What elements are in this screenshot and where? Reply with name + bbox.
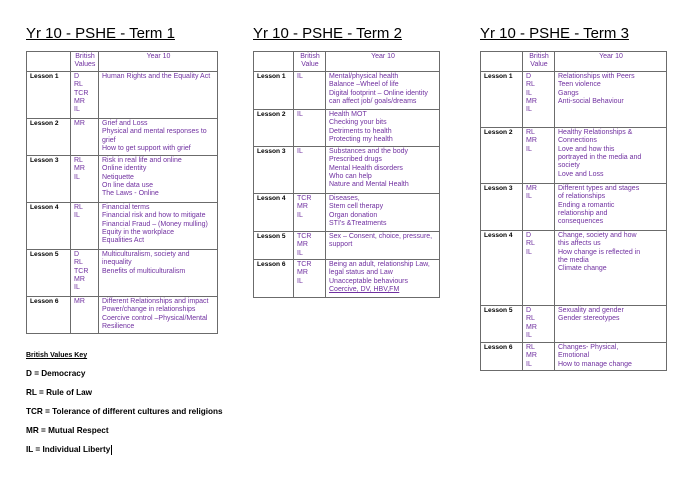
value-code: IL bbox=[297, 277, 303, 285]
lesson-label: Lesson 4 bbox=[481, 230, 523, 305]
value-code: IL bbox=[526, 106, 532, 114]
topic-line: Grief and Loss bbox=[102, 119, 148, 127]
value-code: MR bbox=[74, 165, 85, 173]
topics-cell bbox=[555, 127, 667, 183]
lesson-row bbox=[481, 305, 667, 342]
topics-cell bbox=[99, 249, 218, 296]
value-code: IL bbox=[526, 360, 532, 368]
topic-line: Nature and Mental Health bbox=[329, 181, 409, 189]
value-code: D bbox=[526, 306, 532, 314]
topic-line: Relationships with Peers bbox=[558, 72, 635, 80]
topic-line: Different types and stages bbox=[558, 184, 640, 192]
term-2-title: Yr 10 - PSHE - Term 2 bbox=[253, 25, 402, 42]
topic-line: Financial terms bbox=[102, 203, 150, 211]
topic-line: Change, society and how bbox=[558, 231, 637, 239]
topics-cell bbox=[555, 305, 667, 342]
topic-line: Mental/physical health bbox=[329, 72, 399, 80]
lesson-label: Lesson 4 bbox=[27, 202, 71, 249]
term-1-title: Yr 10 - PSHE - Term 1 bbox=[26, 25, 175, 42]
topic-line: relationship and bbox=[558, 210, 608, 218]
year-header: Year 10 bbox=[99, 52, 218, 72]
british-values-cell bbox=[523, 230, 555, 305]
topic-line: Organ donation bbox=[329, 211, 378, 219]
value-code: IL bbox=[526, 193, 532, 201]
lesson-row bbox=[254, 260, 440, 298]
topic-line: Sexuality and gender bbox=[558, 306, 624, 314]
value-code: RL bbox=[74, 156, 83, 164]
term-2-header-row bbox=[254, 52, 440, 72]
british-value-header: British Value bbox=[523, 52, 555, 72]
value-code: TCR bbox=[297, 261, 312, 269]
value-code: TCR bbox=[74, 267, 89, 275]
lesson-label: Lesson 3 bbox=[254, 146, 294, 193]
topic-line: portrayed in the media and bbox=[558, 154, 642, 162]
topic-line: Substances and the body bbox=[329, 147, 409, 155]
value-code: IL bbox=[297, 211, 303, 219]
topic-line: Healthy Relationships & bbox=[558, 128, 633, 136]
topic-line: Different Relationships and impact bbox=[102, 297, 209, 305]
british-values-cell bbox=[71, 202, 99, 249]
british-values-cell bbox=[71, 71, 99, 118]
lesson-row bbox=[481, 342, 667, 370]
british-values-cell bbox=[294, 193, 326, 231]
value-code: MR bbox=[526, 184, 537, 192]
value-code: TCR bbox=[297, 194, 312, 202]
lesson-row bbox=[254, 71, 440, 109]
topic-line: the media bbox=[558, 257, 589, 265]
topic-line: Changes- Physical, bbox=[558, 343, 619, 351]
value-code: RL bbox=[526, 240, 535, 248]
topic-line: of relationships bbox=[558, 193, 606, 201]
topic-line: this affects us bbox=[558, 240, 601, 248]
key-title: British Values Key bbox=[26, 352, 88, 359]
lesson-row bbox=[481, 183, 667, 230]
topic-line: consequences bbox=[558, 218, 604, 226]
value-code: IL bbox=[74, 284, 80, 292]
topic-line: Prescribed drugs bbox=[329, 156, 382, 164]
lesson-label: Lesson 4 bbox=[254, 193, 294, 231]
topic-line: Climate change bbox=[558, 265, 607, 273]
british-values-cell bbox=[523, 71, 555, 127]
value-code: MR bbox=[297, 203, 308, 211]
lesson-row bbox=[254, 231, 440, 259]
topic-line: Anti-social Behaviour bbox=[558, 98, 624, 106]
key-item-individual-liberty-text: IL = Individual Liberty bbox=[26, 445, 111, 455]
topics-cell bbox=[555, 71, 667, 127]
topic-line: inequality bbox=[102, 259, 132, 267]
value-code: RL bbox=[74, 81, 83, 89]
topic-line: Mental Health disorders bbox=[329, 164, 403, 172]
lesson-label: Lesson 6 bbox=[27, 296, 71, 333]
topic-line: Checking your bits bbox=[329, 119, 387, 127]
value-code: D bbox=[526, 72, 532, 80]
term-1-header-row bbox=[27, 52, 218, 72]
british-values-cell bbox=[523, 127, 555, 183]
term-3-table bbox=[480, 51, 667, 371]
topic-line: Connections bbox=[558, 137, 597, 145]
british-values-cell bbox=[523, 342, 555, 370]
topics-cell bbox=[555, 230, 667, 305]
lesson-label: Lesson 1 bbox=[27, 71, 71, 118]
topics-cell bbox=[555, 183, 667, 230]
british-values-cell bbox=[71, 249, 99, 296]
value-code: D bbox=[74, 250, 80, 258]
topics-cell bbox=[99, 155, 218, 202]
value-code: RL bbox=[74, 203, 83, 211]
value-code: IL bbox=[74, 173, 80, 181]
lesson-label: Lesson 5 bbox=[27, 249, 71, 296]
value-code: IL bbox=[297, 147, 303, 155]
topics-cell bbox=[326, 71, 440, 109]
lesson-row bbox=[481, 127, 667, 183]
value-code: IL bbox=[74, 106, 80, 114]
lesson-label: Lesson 5 bbox=[254, 231, 294, 259]
key-item-rule-of-law: RL = Rule of Law bbox=[26, 388, 93, 397]
value-code: MR bbox=[74, 119, 85, 127]
value-code: IL bbox=[526, 332, 532, 340]
value-code: IL bbox=[74, 212, 80, 220]
lesson-row bbox=[27, 118, 218, 155]
topic-line: Financial risk and how to mitigate bbox=[102, 212, 206, 220]
british-values-header: British Values bbox=[71, 52, 99, 72]
topic-line: Gender stereotypes bbox=[558, 315, 620, 323]
value-code: MR bbox=[297, 241, 308, 249]
value-code: D bbox=[74, 72, 80, 80]
topic-line: Love and how this bbox=[558, 145, 615, 153]
value-code: TCR bbox=[297, 232, 312, 240]
topic-line: Equity in the workplace bbox=[102, 229, 174, 237]
topics-cell bbox=[555, 342, 667, 370]
topic-line: How change is reflected in bbox=[558, 248, 641, 256]
topic-line: support bbox=[329, 241, 353, 249]
lesson-label: Lesson 2 bbox=[27, 118, 71, 155]
topic-line: Unacceptable behaviours bbox=[329, 277, 408, 285]
topic-line: Ending a romantic bbox=[558, 201, 615, 209]
topic-line: society bbox=[558, 162, 580, 170]
value-code: RL bbox=[526, 315, 535, 323]
value-code: MR bbox=[74, 276, 85, 284]
topics-cell bbox=[326, 260, 440, 298]
lesson-row bbox=[27, 296, 218, 333]
term-3-title: Yr 10 - PSHE - Term 3 bbox=[480, 25, 629, 42]
value-code: TCR bbox=[74, 89, 89, 97]
british-values-cell bbox=[294, 146, 326, 193]
british-values-cell bbox=[294, 231, 326, 259]
topic-line: Resilience bbox=[102, 323, 135, 331]
topic-line: Balance –Wheel of life bbox=[329, 81, 399, 89]
text-cursor bbox=[111, 445, 112, 455]
topic-line: Power/change in relationships bbox=[102, 306, 196, 314]
lesson-label: Lesson 2 bbox=[254, 109, 294, 146]
topic-line: How to manage change bbox=[558, 360, 632, 368]
topic-line: Love and Loss bbox=[558, 170, 604, 178]
blank-header bbox=[481, 52, 523, 72]
lesson-label: Lesson 3 bbox=[27, 155, 71, 202]
british-values-cell bbox=[294, 109, 326, 146]
year-header: Year 10 bbox=[555, 52, 667, 72]
value-code: IL bbox=[526, 248, 532, 256]
british-values-cell bbox=[294, 260, 326, 298]
british-values-cell bbox=[71, 155, 99, 202]
lesson-label: Lesson 5 bbox=[481, 305, 523, 342]
topic-line: Risk in real life and online bbox=[102, 156, 182, 164]
topic-line: On line data use bbox=[102, 182, 153, 190]
value-code: MR bbox=[297, 269, 308, 277]
lesson-row bbox=[481, 71, 667, 127]
topic-line: Stem cell therapy bbox=[329, 203, 384, 211]
british-values-cell bbox=[294, 71, 326, 109]
value-code: MR bbox=[526, 323, 537, 331]
value-code: IL bbox=[297, 249, 303, 257]
blank-header bbox=[254, 52, 294, 72]
topic-line: Financial Fraud – (Money mulling) bbox=[102, 220, 208, 228]
topic-line: Diseases, bbox=[329, 194, 360, 202]
lesson-row bbox=[254, 146, 440, 193]
value-code: IL bbox=[297, 110, 303, 118]
topic-line: Gangs bbox=[558, 89, 579, 97]
lesson-row bbox=[254, 193, 440, 231]
value-code: IL bbox=[526, 145, 532, 153]
topic-line: Equalities Act bbox=[102, 237, 145, 245]
key-item-mutual-respect: MR = Mutual Respect bbox=[26, 426, 109, 435]
topic-line: Being an adult, relationship Law, bbox=[329, 261, 430, 269]
topic-line: Who can help bbox=[329, 173, 372, 181]
topic-line: Human Rights and the Equality Act bbox=[102, 72, 211, 80]
lesson-row bbox=[27, 202, 218, 249]
value-code: RL bbox=[526, 81, 535, 89]
topic-line: legal status and Law bbox=[329, 269, 393, 277]
value-code: MR bbox=[526, 352, 537, 360]
topic-line: Physical and mental responses to bbox=[102, 128, 207, 136]
british-values-cell bbox=[523, 183, 555, 230]
topic-line: Coercive control –Physical/Mental bbox=[102, 314, 208, 322]
topics-cell bbox=[99, 296, 218, 333]
lesson-row bbox=[27, 71, 218, 118]
topic-line: The Laws - Online bbox=[102, 190, 159, 198]
lesson-label: Lesson 6 bbox=[481, 342, 523, 370]
topic-line: Teen violence bbox=[558, 81, 601, 89]
topic-line: Multiculturalism, society and bbox=[102, 250, 190, 258]
topic-line: Online identity bbox=[102, 165, 147, 173]
value-code: IL bbox=[526, 89, 532, 97]
value-code: RL bbox=[526, 128, 535, 136]
value-code: IL bbox=[297, 72, 303, 80]
topic-line: grief bbox=[102, 136, 116, 144]
topic-line: Emotional bbox=[558, 352, 590, 360]
topic-line: How to get support with grief bbox=[102, 145, 191, 153]
british-values-cell bbox=[71, 118, 99, 155]
topic-line: can affect job/ goals/dreams bbox=[329, 98, 417, 106]
value-code: MR bbox=[526, 98, 537, 106]
lesson-label: Lesson 2 bbox=[481, 127, 523, 183]
lesson-label: Lesson 1 bbox=[254, 71, 294, 109]
topic-line: STI's &Treatments bbox=[329, 220, 387, 228]
topic-line: Netiquette bbox=[102, 173, 134, 181]
lesson-row bbox=[27, 155, 218, 202]
key-item-individual-liberty bbox=[26, 445, 112, 455]
term-3-header-row bbox=[481, 52, 667, 72]
year-header: Year 10 bbox=[326, 52, 440, 72]
british-value-header: British Value bbox=[294, 52, 326, 72]
term-1-table bbox=[26, 51, 218, 334]
topics-cell bbox=[326, 109, 440, 146]
lesson-label: Lesson 3 bbox=[481, 183, 523, 230]
topics-cell bbox=[99, 71, 218, 118]
topics-cell bbox=[326, 193, 440, 231]
value-code: MR bbox=[74, 98, 85, 106]
topic-line: Protecting my health bbox=[329, 136, 393, 144]
topics-cell bbox=[326, 231, 440, 259]
topic-line: Coercive, DV, HBV,FM bbox=[329, 286, 400, 294]
lesson-label: Lesson 6 bbox=[254, 260, 294, 298]
topic-line: Detriments to health bbox=[329, 127, 392, 135]
lesson-row bbox=[254, 109, 440, 146]
topic-line: Sex – Consent, choice, pressure, bbox=[329, 232, 433, 240]
british-values-cell bbox=[523, 305, 555, 342]
topics-cell bbox=[99, 118, 218, 155]
key-item-democracy: D = Democracy bbox=[26, 369, 86, 378]
value-code: RL bbox=[74, 259, 83, 267]
british-values-cell bbox=[71, 296, 99, 333]
value-code: MR bbox=[74, 297, 85, 305]
topics-cell bbox=[99, 202, 218, 249]
topic-line: Health MOT bbox=[329, 110, 367, 118]
term-2-table bbox=[253, 51, 440, 298]
key-item-tolerance: TCR = Tolerance of different cultures and religions bbox=[26, 407, 223, 416]
topic-line: Benefits of multiculturalism bbox=[102, 267, 186, 275]
topics-cell bbox=[326, 146, 440, 193]
topic-line: Digital footprint – Online identity bbox=[329, 89, 428, 97]
blank-header bbox=[27, 52, 71, 72]
value-code: RL bbox=[526, 343, 535, 351]
value-code: D bbox=[526, 231, 532, 239]
lesson-row bbox=[27, 249, 218, 296]
lesson-label: Lesson 1 bbox=[481, 71, 523, 127]
lesson-row bbox=[481, 230, 667, 305]
value-code: MR bbox=[526, 137, 537, 145]
